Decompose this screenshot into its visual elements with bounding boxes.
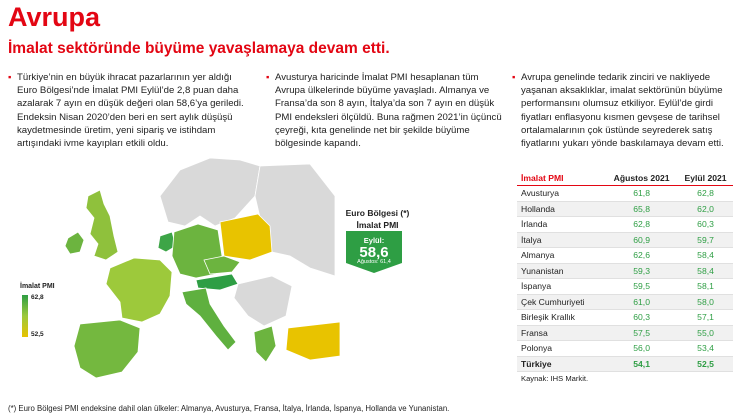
row-aug: 61,0 xyxy=(605,294,678,310)
table-row xyxy=(517,217,733,233)
row-country: Avusturya xyxy=(517,186,605,202)
row-country: İtalya xyxy=(517,232,605,248)
row-aug: 59,5 xyxy=(605,279,678,295)
row-sep: 55,0 xyxy=(678,325,733,341)
row-country: İrlanda xyxy=(517,217,605,233)
table-row xyxy=(517,341,733,357)
table-header-sep: Eylül 2021 xyxy=(678,171,733,186)
row-country: Fransa xyxy=(517,325,605,341)
row-aug: 54,1 xyxy=(605,356,678,372)
table-header-country: İmalat PMI xyxy=(517,171,605,186)
map-region-italy xyxy=(182,288,236,350)
page-subtitle: İmalat sektöründe büyüme yavaşlamaya devam etti. xyxy=(8,40,390,57)
map-region-scandinavia xyxy=(160,158,260,226)
row-aug: 56,0 xyxy=(605,341,678,357)
table-header-row xyxy=(517,171,733,186)
row-country: Türkiye xyxy=(517,356,605,372)
row-country: Yunanistan xyxy=(517,263,605,279)
table-source: Kaynak: IHS Markit. xyxy=(521,374,589,383)
row-aug: 62,6 xyxy=(605,248,678,264)
row-sep: 57,1 xyxy=(678,310,733,326)
legend-min-label: 52,5 xyxy=(31,331,44,338)
row-country: Çek Cumhuriyeti xyxy=(517,294,605,310)
bullet-icon: ▪ xyxy=(8,72,12,83)
row-sep: 60,3 xyxy=(678,217,733,233)
europe-pmi-map xyxy=(10,156,340,396)
pmi-table xyxy=(517,171,733,372)
bullet-icon: ▪ xyxy=(512,72,516,83)
row-sep: 58,0 xyxy=(678,294,733,310)
table-row xyxy=(517,325,733,341)
text-column-3 xyxy=(512,71,740,150)
paragraph-text: Türkiye’nin en büyük ihracat pazarlarının yer aldığı Euro Bölgesi’nde İmalat PMI Eylül’de 2,8 puan daha azalarak 7 ayın en düşük değeri olan 58,6’ya geriledi. Endeksin Nisan 2020’den beri en sert aylık düşüşü kaydetmesinde üretim, yeni sipariş ve istihdam artışındaki ivme kayıpları etkili oldu. xyxy=(17,72,244,150)
map-region-balkans xyxy=(234,276,292,326)
eurozone-label-line1: Euro Bölgesi (*) xyxy=(345,208,410,218)
row-sep: 62,8 xyxy=(678,186,733,202)
table-row xyxy=(517,310,733,326)
table-row xyxy=(517,232,733,248)
map-region-united-kingdom xyxy=(86,190,118,260)
row-sep: 58,4 xyxy=(678,263,733,279)
row-aug: 60,3 xyxy=(605,310,678,326)
map-region-czech xyxy=(204,256,240,274)
map-region-turkey xyxy=(286,322,340,360)
row-aug: 59,3 xyxy=(605,263,678,279)
legend-max-label: 62,8 xyxy=(31,294,44,301)
row-sep: 52,5 xyxy=(678,356,733,372)
table-row xyxy=(517,294,733,310)
table-row xyxy=(517,263,733,279)
table-header-aug: Ağustos 2021 xyxy=(605,171,678,186)
text-column-1 xyxy=(8,71,253,150)
row-sep: 59,7 xyxy=(678,232,733,248)
map-region-poland xyxy=(220,214,272,260)
map-region-east xyxy=(255,164,335,276)
row-aug: 60,9 xyxy=(605,232,678,248)
row-sep: 62,0 xyxy=(678,201,733,217)
table-row xyxy=(517,201,733,217)
row-country: Hollanda xyxy=(517,201,605,217)
row-country: İspanya xyxy=(517,279,605,295)
bullet-icon: ▪ xyxy=(266,72,270,83)
page-title: Avrupa xyxy=(8,2,101,32)
row-aug: 57,5 xyxy=(605,325,678,341)
row-sep: 53,4 xyxy=(678,341,733,357)
legend-title: İmalat PMI xyxy=(20,283,55,290)
map-region-greece xyxy=(254,326,276,362)
map-region-ireland xyxy=(65,232,84,254)
row-country: Birleşik Krallık xyxy=(517,310,605,326)
paragraph-text: Avrupa genelinde tedarik zinciri ve nakliyede yaşanan aksaklıklar, imalat sektörünün büyüme performansını olumsuz etkiliyor. Eylül’de girdi fiyatları enflasyonu kısmen gevşese de tarihsel ortalamalarının çok üstünde seyrederek satış fiyatlarını yukarı yönde baskılamaya devam etti. xyxy=(521,72,724,150)
eurozone-badge-previous: Ağustos: 61,4 xyxy=(357,259,391,265)
table-row-turkey xyxy=(517,356,733,372)
row-aug: 61,8 xyxy=(605,186,678,202)
map-region-france xyxy=(106,258,172,322)
row-aug: 62,8 xyxy=(605,217,678,233)
row-country: Polonya xyxy=(517,341,605,357)
table-row xyxy=(517,279,733,295)
text-column-2 xyxy=(266,71,506,150)
map-region-spain xyxy=(74,320,140,378)
table-row xyxy=(517,248,733,264)
row-aug: 65,8 xyxy=(605,201,678,217)
eurozone-label xyxy=(340,208,415,231)
row-sep: 58,1 xyxy=(678,279,733,295)
paragraph-text: Avusturya haricinde İmalat PMI hesaplanan tüm Avrupa ülkelerinde büyüme yavaşladı. Almanya ve Fransa’da son 8 ayın, İtalya’da son 7 ayın en düşük PMI endeksleri ölçüldü. Buna rağmen 2021’in üçüncü çeyreği, kıta genelinde net bir şekilde büyüme bölgesinde kapandı. xyxy=(275,72,502,150)
table-row xyxy=(517,186,733,202)
eurozone-label-line2: İmalat PMI xyxy=(356,219,399,230)
row-sep: 58,4 xyxy=(678,248,733,264)
eurozone-badge-month: Eylül: xyxy=(363,236,385,245)
footnote: (*) Euro Bölgesi PMI endeksine dahil olan ülkeler: Almanya, Avusturya, Fransa, İtalya, İrlanda, İspanya, Hollanda ve Yunanistan. xyxy=(8,404,450,413)
row-country: Almanya xyxy=(517,248,605,264)
eurozone-badge-value: 58,6 xyxy=(359,244,389,261)
legend-gradient-bar xyxy=(22,295,28,337)
